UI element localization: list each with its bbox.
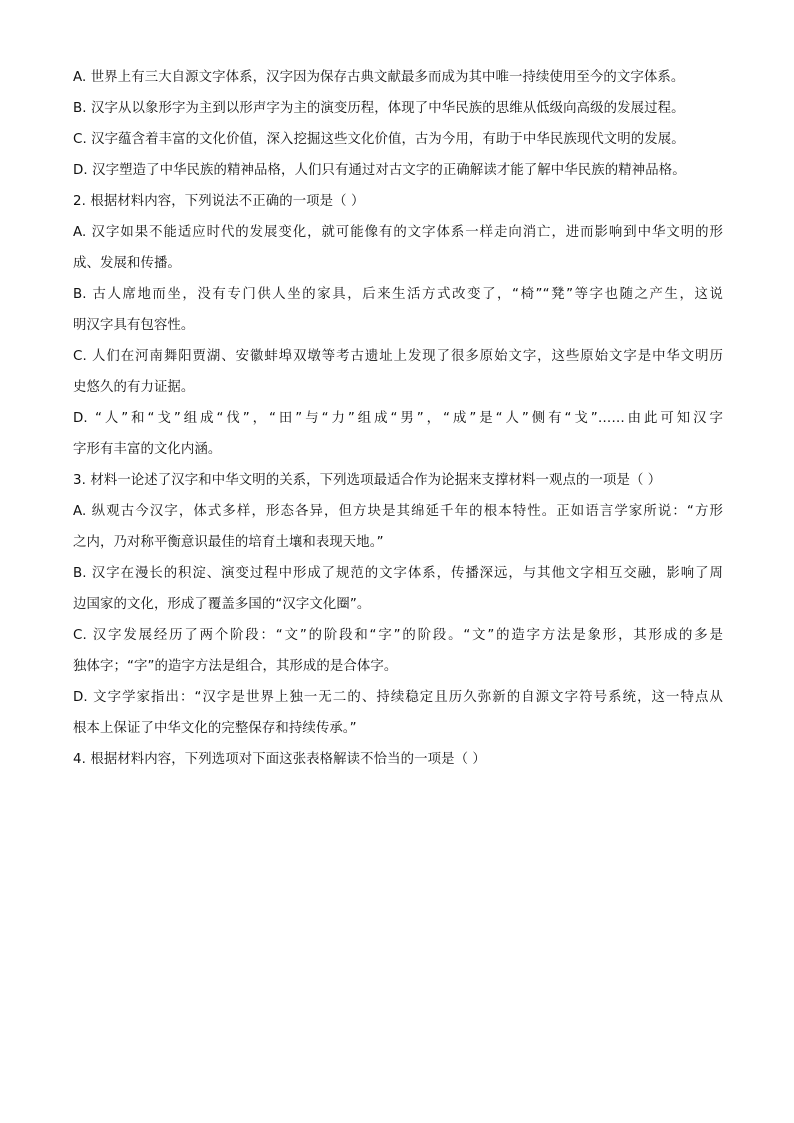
option-c-q1: C. 汉字蕴含着丰富的文化价值，深入挖掘这些文化价值，古为今用，有助于中华民族现代文明的发展。 [73, 132, 685, 147]
option-b-q3-line-1: B. 汉字在漫长的积淀、演变过程中形成了规范的文字体系，传播深远，与其他文字相互交融，影响了周 [73, 566, 723, 581]
option-a-q1: A. 世界上有三大自源文字体系，汉字因为保存古典文献最多而成为其中唯一持续使用至今的文字体系。 [73, 70, 685, 85]
option-d-q3-line-2: 根本上保证了中华文化的完整保存和持续传承。” [73, 721, 357, 736]
question-4-stem: 4. 根据材料内容，下列选项对下面这张表格解读不恰当的一项是（ ） [73, 752, 486, 767]
option-a-q3-line-1: A. 纵观古今汉字，体式多样，形态各异，但方块是其绵延千年的根本特性。正如语言学家所说：“方形 [73, 504, 723, 519]
question-2-stem: 2. 根据材料内容，下列说法不正确的一项是（ ） [73, 194, 365, 209]
option-d-q2-line-1: D. “人”和“戈”组成“伐”，“田”与“力”组成“男”，“成”是“人”侧有“戈”……由此可知汉字 [73, 411, 723, 426]
option-d-q2-line-2: 字形有丰富的文化内涵。 [73, 442, 222, 457]
option-c-q3-line-1: C. 汉字发展经历了两个阶段：“文”的阶段和“字”的阶段。“文”的造字方法是象形，其形成的多是 [73, 628, 723, 643]
option-b-q2-line-2: 明汉字具有包容性。 [73, 318, 195, 333]
option-d-q1: D. 汉字塑造了中华民族的精神品格，人们只有通过对古文字的正确解读才能了解中华民族的精神品格。 [73, 163, 686, 178]
option-b-q2-line-1: B. 古人席地而坐，没有专门供人坐的家具，后来生活方式改变了，“椅”“凳”等字也随之产生，这说 [73, 287, 723, 302]
option-c-q2-line-1: C. 人们在河南舞阳贾湖、安徽蚌埠双墩等考古遗址上发现了很多原始文字，这些原始文字是中华文明历 [73, 349, 723, 364]
option-a-q2-line-2: 成、发展和传播。 [73, 256, 181, 271]
option-d-q3-line-1: D. 文字学家指出：“汉字是世界上独一无二的、持续稳定且历久弥新的自源文字符号系统，这一特点从 [73, 690, 723, 705]
option-b-q3-line-2: 边国家的文化，形成了覆盖多国的“汉字文化圈”。 [73, 597, 371, 612]
question-3-stem: 3. 材料一论述了汉字和中华文明的关系，下列选项最适合作为论据来支撑材料一观点的一项是（ ） [73, 473, 662, 488]
option-a-q2-line-1: A. 汉字如果不能适应时代的发展变化，就可能像有的文字体系一样走向消亡，进而影响到中华文明的形 [73, 225, 723, 240]
option-c-q2-line-2: 史悠久的有力证据。 [73, 380, 195, 395]
question-text-block [73, 62, 723, 775]
option-b-q1: B. 汉字从以象形字为主到以形声字为主的演变历程，体现了中华民族的思维从低级向高级的发展过程。 [73, 101, 685, 116]
option-a-q3-line-2: 之内，乃对称平衡意识最佳的培育土壤和表现天地。” [73, 535, 384, 550]
option-c-q3-line-2: 独体字；“字”的造字方法是组合，其形成的是合体字。 [73, 659, 398, 674]
